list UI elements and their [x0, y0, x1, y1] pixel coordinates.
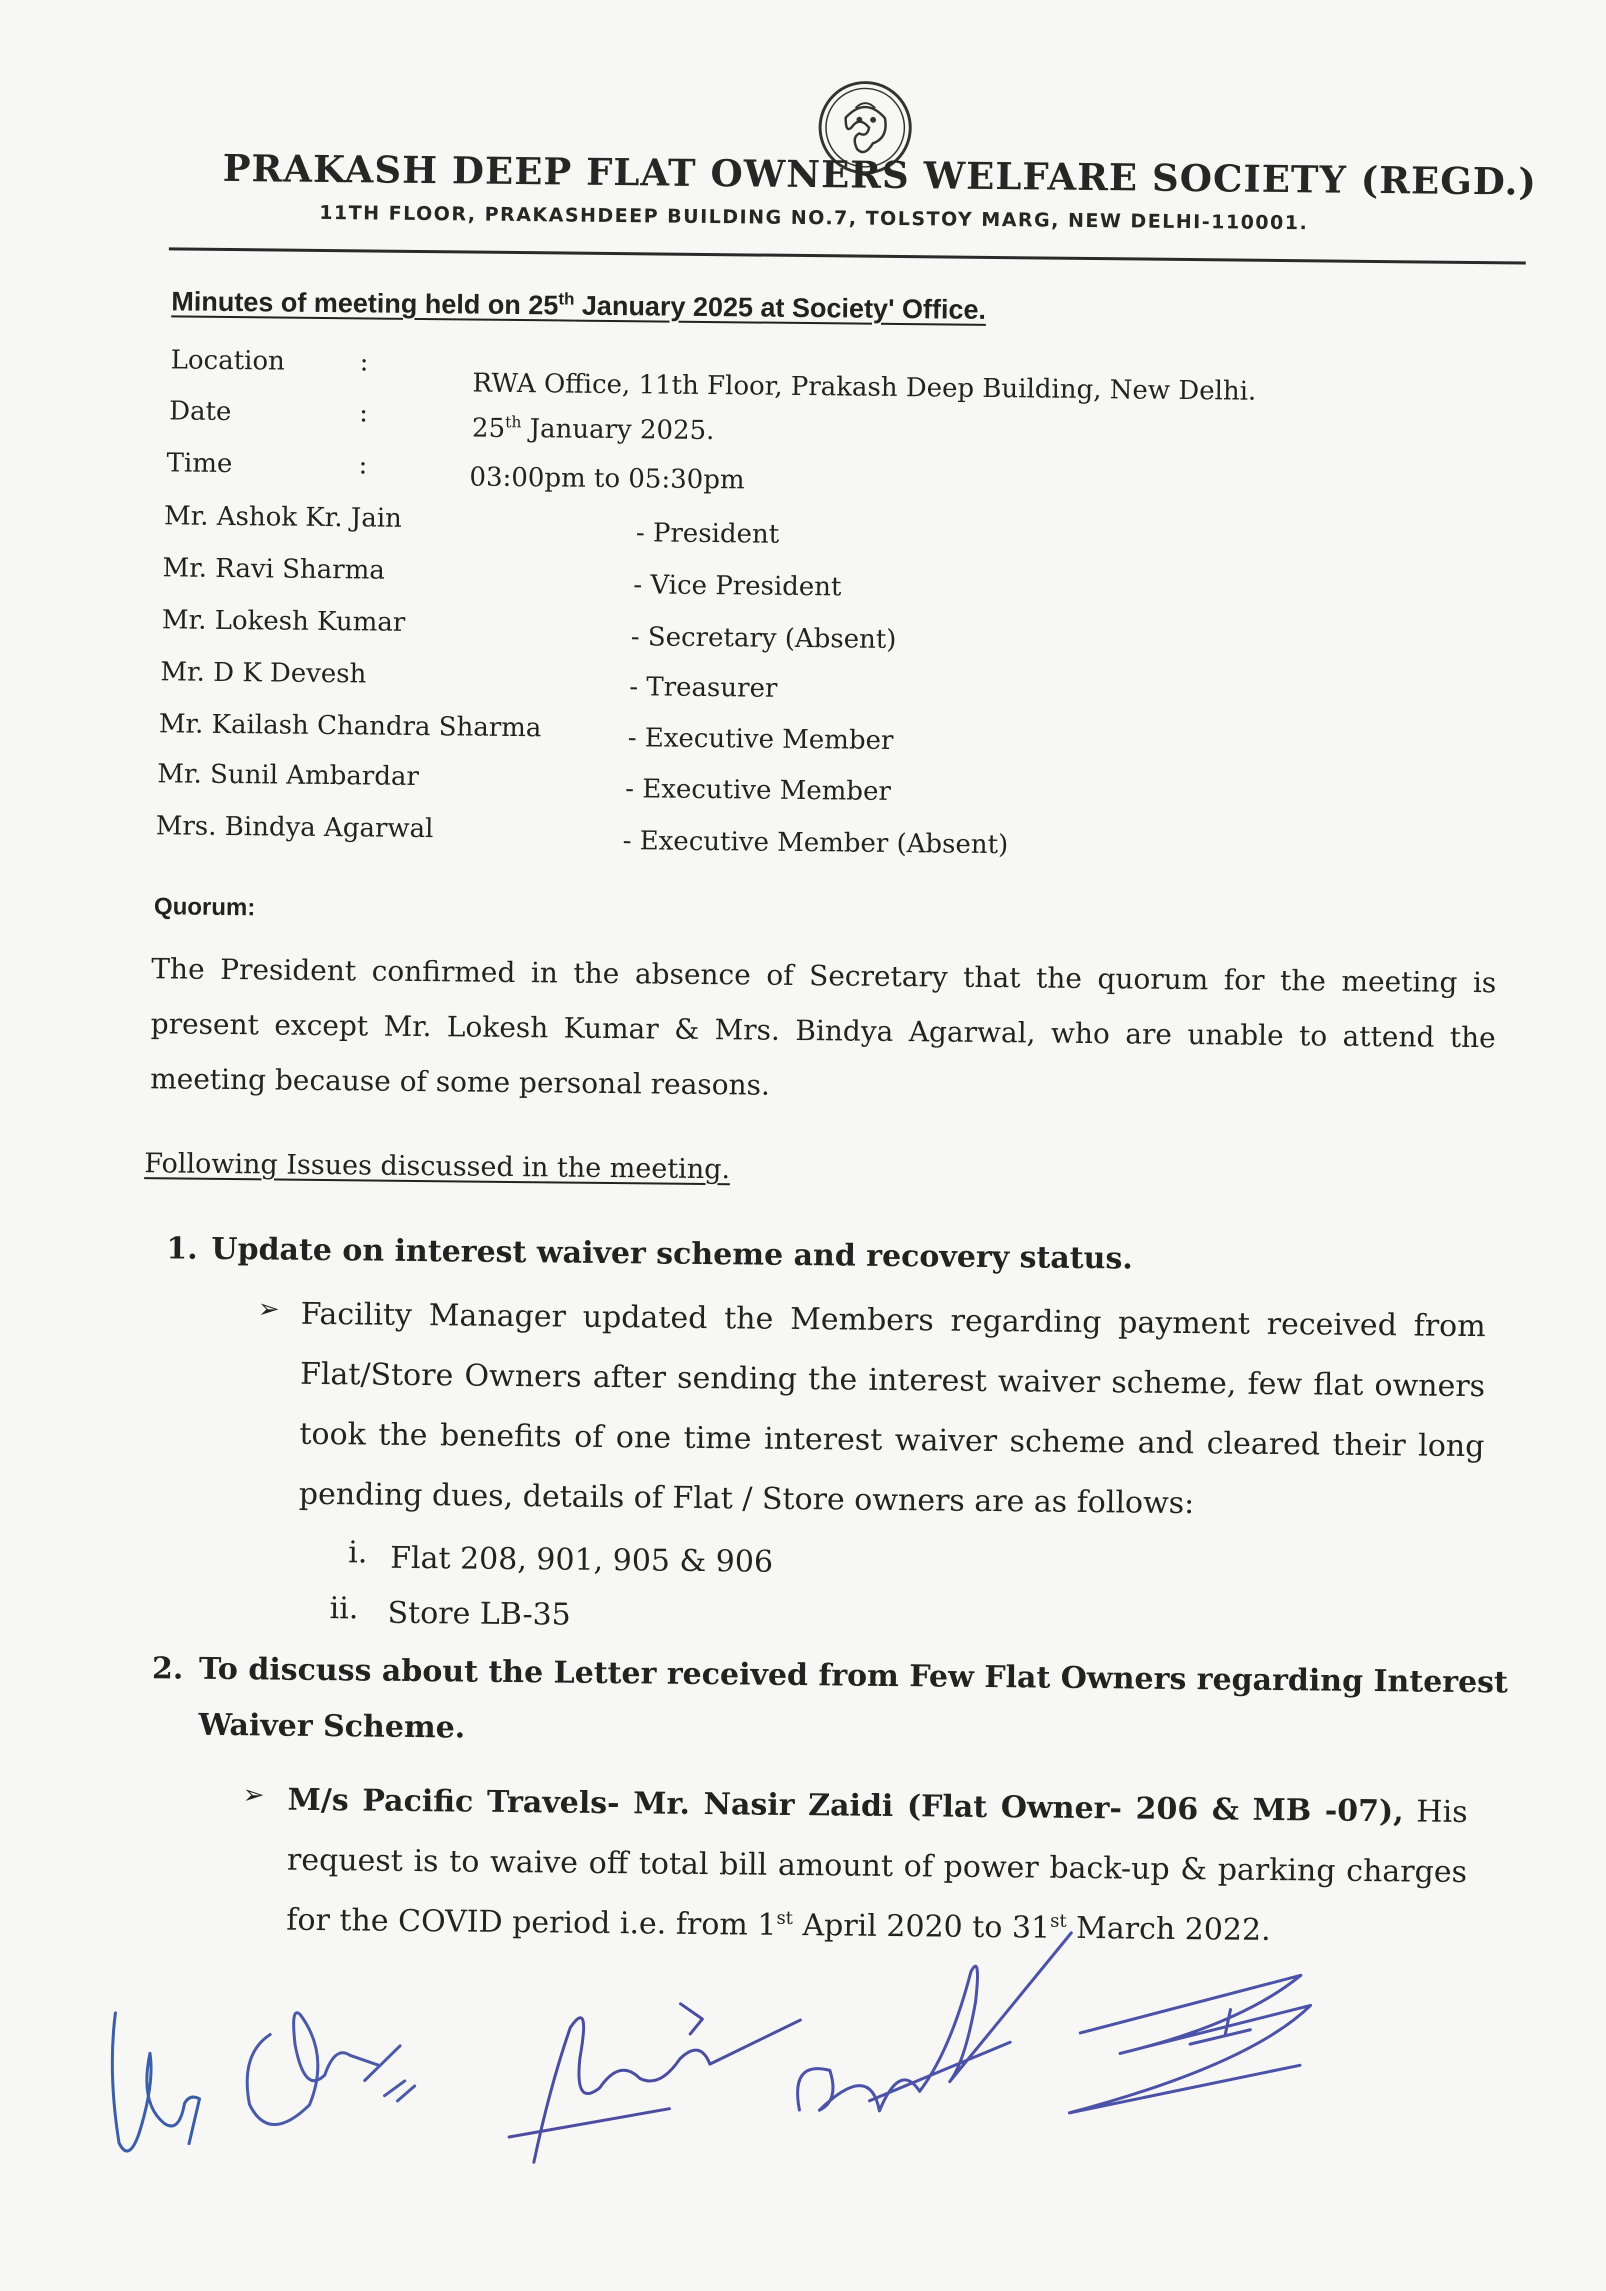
quorum-heading: Quorum: — [153, 893, 256, 922]
member-name: Mr. Ashok Kr. Jain — [163, 501, 403, 534]
member-role: - President — [635, 518, 780, 550]
member-name: Mr. Sunil Ambardar — [157, 759, 420, 792]
location-separator: : — [359, 347, 369, 378]
item-bullet-text: M/s Pacific Travels- Mr. Nasir Zaidi (Flat Owner- 206 & MB -07), His request is to waive off total bill amount of power back-up & parking charges for the COVID period i.e. from 1st April 2020 to 31st March 2022. — [286, 1782, 1468, 1948]
member-role: - Treasurer — [629, 672, 778, 704]
item-title: Update on interest waiver scheme and recovery status. — [211, 1231, 1133, 1277]
organization-address: 11TH FLOOR, PRAKASHDEEP BUILDING NO.7, TOLSTOY MARG, NEW DELHI-110001. — [319, 201, 1309, 235]
signature-4 — [797, 1930, 1071, 2113]
item-number: 2. — [151, 1651, 184, 1687]
member-name: Mr. Lokesh Kumar — [161, 605, 406, 638]
date-label: Date — [169, 396, 232, 428]
date-separator: : — [359, 398, 369, 429]
item-title-line: To discuss about the Letter received from Few Flat Owners regarding Interest — [198, 1651, 1509, 1701]
item-bullet-text: Facility Manager updated the Members regarding payment received from Flat/Store Owners after sending the interest waiver scheme, few flat owners took the benefits of one time interest waiver scheme and cleared their long pending dues, details of Flat / Store owners are as follows: — [298, 1296, 1486, 1522]
location-value: RWA Office, 11th Floor, Prakash Deep Building, New Delhi. — [472, 368, 1257, 407]
subitem-text: Store LB-35 — [387, 1595, 571, 1633]
signature-5 — [1069, 1973, 1310, 2116]
issues-heading: Following Issues discussed in the meeting. — [144, 1148, 731, 1186]
subitem-number: i. — [348, 1535, 368, 1571]
subitem-number: ii. — [329, 1591, 359, 1627]
time-value: 03:00pm to 05:30pm — [469, 462, 745, 496]
member-name: Mr. Kailash Chandra Sharma — [158, 709, 542, 744]
member-name: Mr. D K Devesh — [160, 657, 367, 690]
time-separator: : — [358, 450, 368, 481]
signature-1 — [111, 2013, 200, 2152]
time-label: Time — [166, 448, 233, 480]
header-divider — [169, 247, 1526, 264]
member-name: Mr. Ravi Sharma — [162, 553, 385, 586]
member-name: Mrs. Bindya Agarwal — [155, 811, 434, 845]
member-role: - Executive Member — [627, 723, 894, 756]
quorum-text: The President confirmed in the absence of Secretary that the quorum for the meeting is present except Mr. Lokesh Kumar & Mrs. Bindya Agarwal, who are unable to attend the meeting because of some personal reasons. — [150, 952, 1497, 1102]
member-role: - Secretary (Absent) — [630, 622, 897, 655]
member-role: - Executive Member (Absent) — [622, 826, 1009, 861]
date-value: 25th January 2025. — [471, 413, 715, 447]
signature-3 — [509, 2002, 801, 2165]
arrow-bullet-icon: ➢ — [242, 1780, 265, 1811]
document-title: Minutes of meeting held on 25th January 2025 at Society' Office. — [171, 286, 987, 325]
arrow-bullet-icon: ➢ — [257, 1294, 280, 1325]
location-label: Location — [170, 345, 286, 377]
organization-name: PRAKASH DEEP FLAT OWNERS WELFARE SOCIETY (REGD.) — [222, 145, 1538, 204]
item-number: 1. — [166, 1231, 198, 1267]
member-role: - Executive Member — [625, 774, 892, 807]
item-title-line: Waiver Scheme. — [198, 1707, 466, 1746]
signature-2 — [247, 2012, 416, 2126]
member-role: - Vice President — [633, 570, 842, 603]
subitem-text: Flat 208, 901, 905 & 906 — [389, 1540, 774, 1580]
signatures — [0, 1902, 1597, 2219]
